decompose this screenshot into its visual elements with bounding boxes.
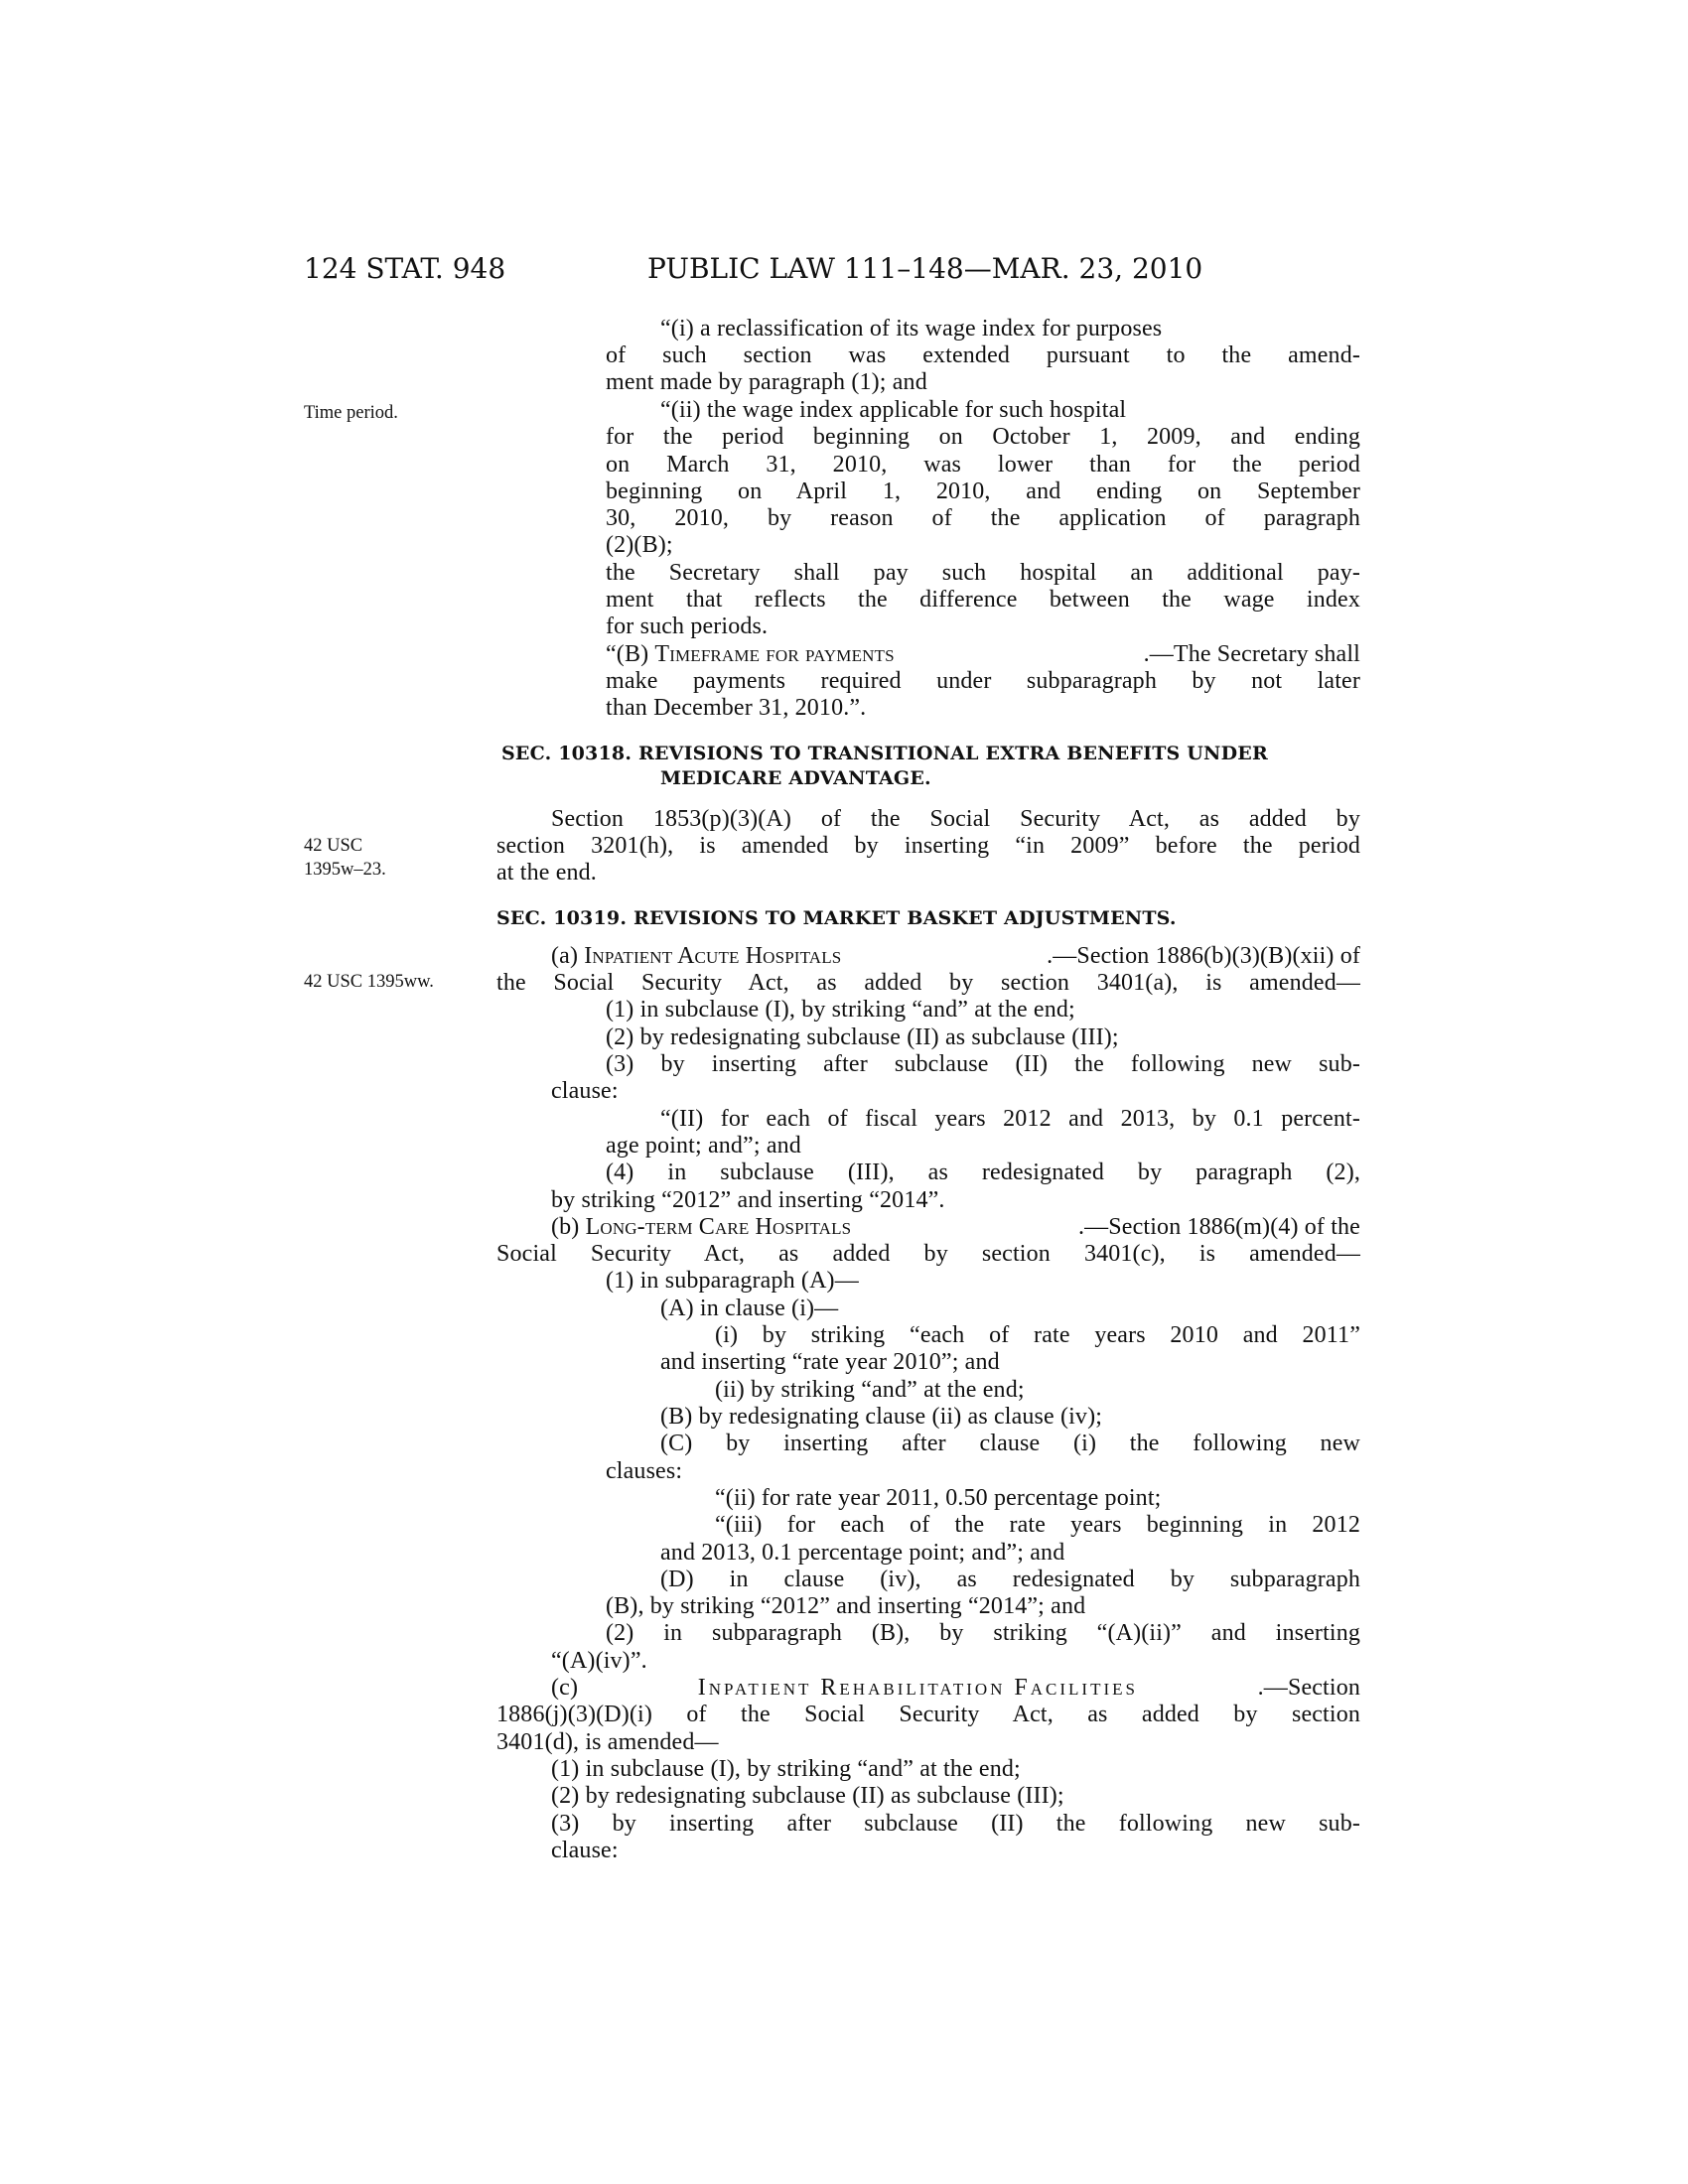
text-line: section 3201(h), is amended by inserting “in 2009” before the period (496, 833, 1360, 859)
inpatient-rehabilitation-facilities-line (551, 1675, 1360, 1702)
text-run: .—Section 1886(b)(3)(B)(xii) of (1047, 943, 1360, 969)
text-line: (2) by redesignating subclause (II) as subclause (III); (551, 1783, 1064, 1809)
subsection-heading: Inpatient Acute Hospitals (584, 943, 842, 969)
text-line: “(ii) the wage index applicable for such hospital (660, 397, 1127, 423)
text-line: (1) in subparagraph (A)— (606, 1268, 859, 1294)
text-line: (2) by redesignating subclause (II) as subclause (III); (606, 1024, 1119, 1050)
statute-page-reference: 124 STAT. 948 (304, 252, 506, 285)
subsection-heading: Inpatient Rehabilitation Facilities (697, 1675, 1138, 1701)
text-line: for the period beginning on October 1, 2009, and ending (606, 424, 1360, 450)
text-line: 1886(j)(3)(D)(i) of the Social Security Act, as added by section (496, 1702, 1360, 1727)
subsection-heading: Long-term Care Hospitals (585, 1214, 852, 1240)
text-line: 30, 2010, by reason of the application of paragraph (606, 505, 1360, 531)
text-line: (i) by striking “each of rate years 2010 and 2011” (715, 1322, 1360, 1348)
margin-note-usc-1395w-line1: 42 USC (304, 836, 363, 856)
text-line: “(A)(iv)”. (551, 1648, 647, 1674)
section-10319-heading: SEC. 10319. REVISIONS TO MARKET BASKET ADJUSTMENTS. (496, 907, 1177, 929)
subparagraph-heading: Timeframe for payments (654, 641, 895, 667)
text-line: clause: (551, 1078, 619, 1104)
text-line: (1) in subclause (I), by striking “and” at the end; (606, 997, 1075, 1023)
text-line: “(i) a reclassification of its wage index for purposes (660, 316, 1163, 341)
text-line: 3401(d), is amended— (496, 1729, 719, 1755)
text-line: than December 31, 2010.”. (606, 695, 867, 721)
text-line: beginning on April 1, 2010, and ending on September (606, 478, 1360, 504)
text-line: (D) in clause (iv), as redesignated by subparagraph (660, 1567, 1360, 1592)
public-law-title: PUBLIC LAW 111–148—MAR. 23, 2010 (647, 252, 1203, 285)
text-line: the Social Security Act, as added by section 3401(a), is amended— (496, 970, 1360, 996)
text-run: .—The Secretary shall (1143, 641, 1360, 667)
inpatient-acute-hospitals-line (551, 943, 1360, 970)
margin-note-usc-1395ww: 42 USC 1395ww. (304, 972, 434, 992)
timeframe-for-payments-line (606, 641, 1360, 668)
text-line: and inserting “rate year 2010”; and (660, 1349, 1000, 1375)
text-line: (2)(B); (606, 532, 673, 558)
text-line: for such periods. (606, 614, 769, 639)
text-line: (C) by inserting after clause (i) the following new (660, 1431, 1360, 1456)
text-line: (3) by inserting after subclause (II) the following new sub- (551, 1811, 1360, 1837)
text-line: and 2013, 0.1 percentage point; and”; and (660, 1540, 1065, 1566)
text-line: ment made by paragraph (1); and (606, 369, 927, 395)
text-line: (4) in subclause (III), as redesignated by paragraph (2), (606, 1160, 1360, 1185)
text-run: (b) (551, 1214, 586, 1240)
text-line: ment that reflects the difference between the wage index (606, 587, 1360, 613)
text-run: .—Section (1257, 1675, 1360, 1701)
margin-note-usc-1395w-line2: 1395w–23. (304, 860, 386, 880)
text-line: at the end. (496, 860, 597, 886)
text-line: “(ii) for rate year 2011, 0.50 percentage point; (715, 1485, 1162, 1511)
text-line: (ii) by striking “and” at the end; (715, 1377, 1025, 1403)
text-line: (3) by inserting after subclause (II) the following new sub- (606, 1051, 1360, 1077)
text-line: clauses: (606, 1458, 683, 1484)
margin-note-time-period: Time period. (304, 403, 398, 423)
long-term-care-hospitals-line (551, 1214, 1360, 1241)
section-10318-heading-line2: MEDICARE ADVANTAGE. (660, 767, 931, 789)
section-10318-heading-line1: SEC. 10318. REVISIONS TO TRANSITIONAL EXTRA BENEFITS UNDER (501, 743, 1268, 764)
text-run: (a) (551, 943, 585, 969)
text-run: “(B) (606, 641, 655, 667)
text-line: Social Security Act, as added by section 3401(c), is amended— (496, 1241, 1360, 1267)
text-line: (2) in subparagraph (B), by striking “(A)(ii)” and inserting (606, 1620, 1360, 1646)
text-line: by striking “2012” and inserting “2014”. (551, 1187, 945, 1213)
text-run: (c) (551, 1675, 579, 1701)
text-line: “(II) for each of fiscal years 2012 and 2013, by 0.1 percent- (660, 1106, 1360, 1132)
text-line: (B), by striking “2012” and inserting “2014”; and (606, 1593, 1086, 1619)
text-line: (B) by redesignating clause (ii) as clause (iv); (660, 1404, 1103, 1430)
text-line: of such section was extended pursuant to the amend- (606, 342, 1360, 368)
text-line: on March 31, 2010, was lower than for the period (606, 452, 1360, 478)
text-line: (1) in subclause (I), by striking “and” at the end; (551, 1756, 1021, 1782)
text-run: .—Section 1886(m)(4) of the (1078, 1214, 1360, 1240)
text-line: make payments required under subparagraph by not later (606, 668, 1360, 694)
text-line: clause: (551, 1838, 619, 1863)
text-line: “(iii) for each of the rate years beginning in 2012 (715, 1512, 1360, 1538)
text-line: the Secretary shall pay such hospital an additional pay- (606, 560, 1360, 586)
text-line: Section 1853(p)(3)(A) of the Social Security Act, as added by (551, 806, 1360, 832)
text-line: age point; and”; and (606, 1133, 801, 1159)
text-line: (A) in clause (i)— (660, 1296, 839, 1321)
